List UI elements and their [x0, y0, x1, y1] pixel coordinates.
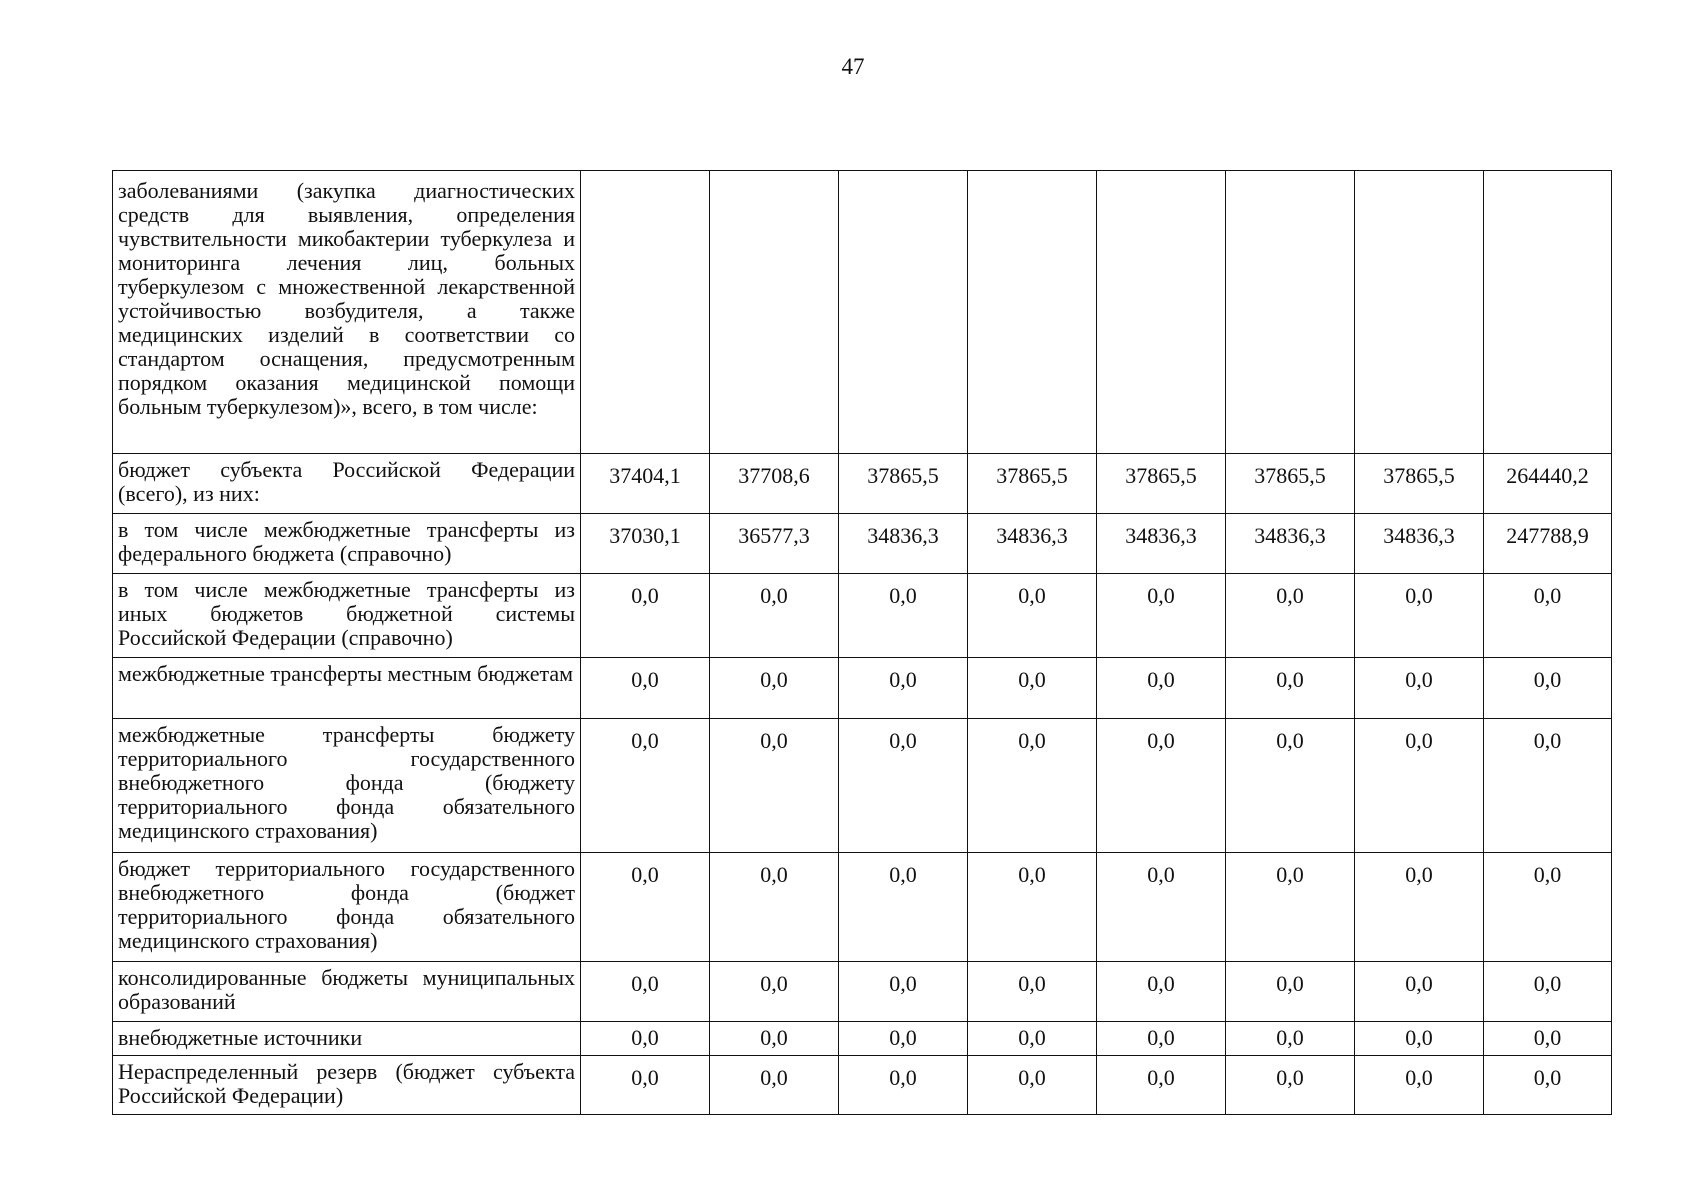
value-cell: 264440,2: [1484, 454, 1612, 514]
value-cell: 0,0: [968, 962, 1097, 1022]
value-cell: 0,0: [1484, 719, 1612, 853]
value-cell: 0,0: [1097, 1022, 1226, 1056]
value-cell: 0,0: [1226, 853, 1355, 962]
value-cell: 0,0: [839, 1022, 968, 1056]
value-cell: 37865,5: [1097, 454, 1226, 514]
value-cell: 0,0: [581, 658, 710, 719]
value-cell: [968, 171, 1097, 454]
value-cell: 0,0: [839, 658, 968, 719]
value-cell: 0,0: [1484, 658, 1612, 719]
row-label: внебюджетные источники: [113, 1022, 581, 1056]
row-label: межбюджетные трансферты местным бюджетам: [113, 658, 581, 719]
value-cell: 0,0: [1226, 658, 1355, 719]
row-label: в том числе межбюджетные трансферты из федерального бюджета (справочно): [113, 514, 581, 574]
value-cell: 0,0: [1355, 962, 1484, 1022]
table-row: [113, 574, 1612, 658]
value-cell: 34836,3: [968, 514, 1097, 574]
table-row: [113, 853, 1612, 962]
row-label: в том числе межбюджетные трансферты из иных бюджетов бюджетной системы Российской Федерации (справочно): [113, 574, 581, 658]
value-cell: 0,0: [581, 1056, 710, 1115]
value-cell: 0,0: [1355, 853, 1484, 962]
value-cell: 0,0: [1097, 962, 1226, 1022]
value-cell: [1355, 171, 1484, 454]
value-cell: 0,0: [1355, 719, 1484, 853]
value-cell: 0,0: [710, 962, 839, 1022]
value-cell: 37865,5: [1226, 454, 1355, 514]
value-cell: 0,0: [581, 719, 710, 853]
value-cell: 0,0: [1484, 1056, 1612, 1115]
value-cell: 0,0: [710, 719, 839, 853]
table-row: [113, 454, 1612, 514]
value-cell: 0,0: [968, 1056, 1097, 1115]
value-cell: [1226, 171, 1355, 454]
value-cell: 0,0: [1226, 574, 1355, 658]
value-cell: 0,0: [839, 853, 968, 962]
value-cell: 37708,6: [710, 454, 839, 514]
value-cell: [839, 171, 968, 454]
value-cell: 36577,3: [710, 514, 839, 574]
value-cell: [710, 171, 839, 454]
row-label: Нераспределенный резерв (бюджет субъекта Российской Федерации): [113, 1056, 581, 1115]
value-cell: 0,0: [968, 574, 1097, 658]
value-cell: [1097, 171, 1226, 454]
value-cell: 0,0: [1355, 1022, 1484, 1056]
row-label: межбюджетные трансферты бюджету территориального государственного внебюджетного фонда (бюджету территориального фонда обязательного медицинского страхования): [113, 719, 581, 853]
table-row: [113, 962, 1612, 1022]
value-cell: 0,0: [710, 574, 839, 658]
value-cell: 34836,3: [1097, 514, 1226, 574]
value-cell: 0,0: [968, 1022, 1097, 1056]
value-cell: 37404,1: [581, 454, 710, 514]
value-cell: 0,0: [1097, 719, 1226, 853]
page-number: 47: [841, 54, 865, 79]
value-cell: 0,0: [839, 574, 968, 658]
value-cell: 0,0: [839, 962, 968, 1022]
table-row: [113, 514, 1612, 574]
row-label: бюджет субъекта Российской Федерации (всего), из них:: [113, 454, 581, 514]
row-label: бюджет территориального государственного внебюджетного фонда (бюджет территориального фонда обязательного медицинского страхования): [113, 853, 581, 962]
value-cell: 0,0: [839, 1056, 968, 1115]
value-cell: 34836,3: [839, 514, 968, 574]
table-row: [113, 1022, 1612, 1056]
value-cell: 0,0: [1097, 574, 1226, 658]
value-cell: 0,0: [1484, 574, 1612, 658]
value-cell: 0,0: [1097, 1056, 1226, 1115]
value-cell: 0,0: [1355, 658, 1484, 719]
value-cell: 0,0: [1226, 719, 1355, 853]
value-cell: 37865,5: [839, 454, 968, 514]
value-cell: 0,0: [581, 853, 710, 962]
value-cell: [1484, 171, 1612, 454]
value-cell: 0,0: [968, 853, 1097, 962]
value-cell: 0,0: [710, 1056, 839, 1115]
value-cell: 0,0: [1097, 658, 1226, 719]
value-cell: 0,0: [839, 719, 968, 853]
value-cell: 0,0: [581, 574, 710, 658]
value-cell: 37865,5: [1355, 454, 1484, 514]
row-label: заболеваниями (закупка диагностических средств для выявления, определения чувствительности микобактерии туберкулеза и мониторинга лечения лиц, больных туберкулезом с множественной лекарственной устойчивостью возбудителя, а также медицинских изделий в соответствии со стандартом оснащения, предусмотренным порядком оказания медицинской помощи больным туберкулезом)», всего, в том числе:: [113, 171, 581, 454]
value-cell: 0,0: [1226, 962, 1355, 1022]
value-cell: 0,0: [1484, 962, 1612, 1022]
value-cell: 0,0: [1226, 1022, 1355, 1056]
value-cell: 37030,1: [581, 514, 710, 574]
table-row: [113, 719, 1612, 853]
table-row: [113, 658, 1612, 719]
value-cell: 0,0: [1226, 1056, 1355, 1115]
value-cell: 37865,5: [968, 454, 1097, 514]
value-cell: 34836,3: [1226, 514, 1355, 574]
value-cell: 0,0: [1097, 853, 1226, 962]
row-label: консолидированные бюджеты муниципальных образований: [113, 962, 581, 1022]
value-cell: 0,0: [1355, 574, 1484, 658]
value-cell: 0,0: [968, 719, 1097, 853]
value-cell: 0,0: [710, 1022, 839, 1056]
table-row: [113, 1056, 1612, 1115]
value-cell: 0,0: [581, 1022, 710, 1056]
budget-table: [112, 170, 1612, 1115]
value-cell: 0,0: [968, 658, 1097, 719]
value-cell: 0,0: [1484, 853, 1612, 962]
value-cell: 0,0: [1355, 1056, 1484, 1115]
value-cell: 0,0: [581, 962, 710, 1022]
value-cell: 0,0: [710, 658, 839, 719]
value-cell: [581, 171, 710, 454]
table-row: [113, 171, 1612, 454]
value-cell: 247788,9: [1484, 514, 1612, 574]
value-cell: 0,0: [710, 853, 839, 962]
value-cell: 34836,3: [1355, 514, 1484, 574]
value-cell: 0,0: [1484, 1022, 1612, 1056]
